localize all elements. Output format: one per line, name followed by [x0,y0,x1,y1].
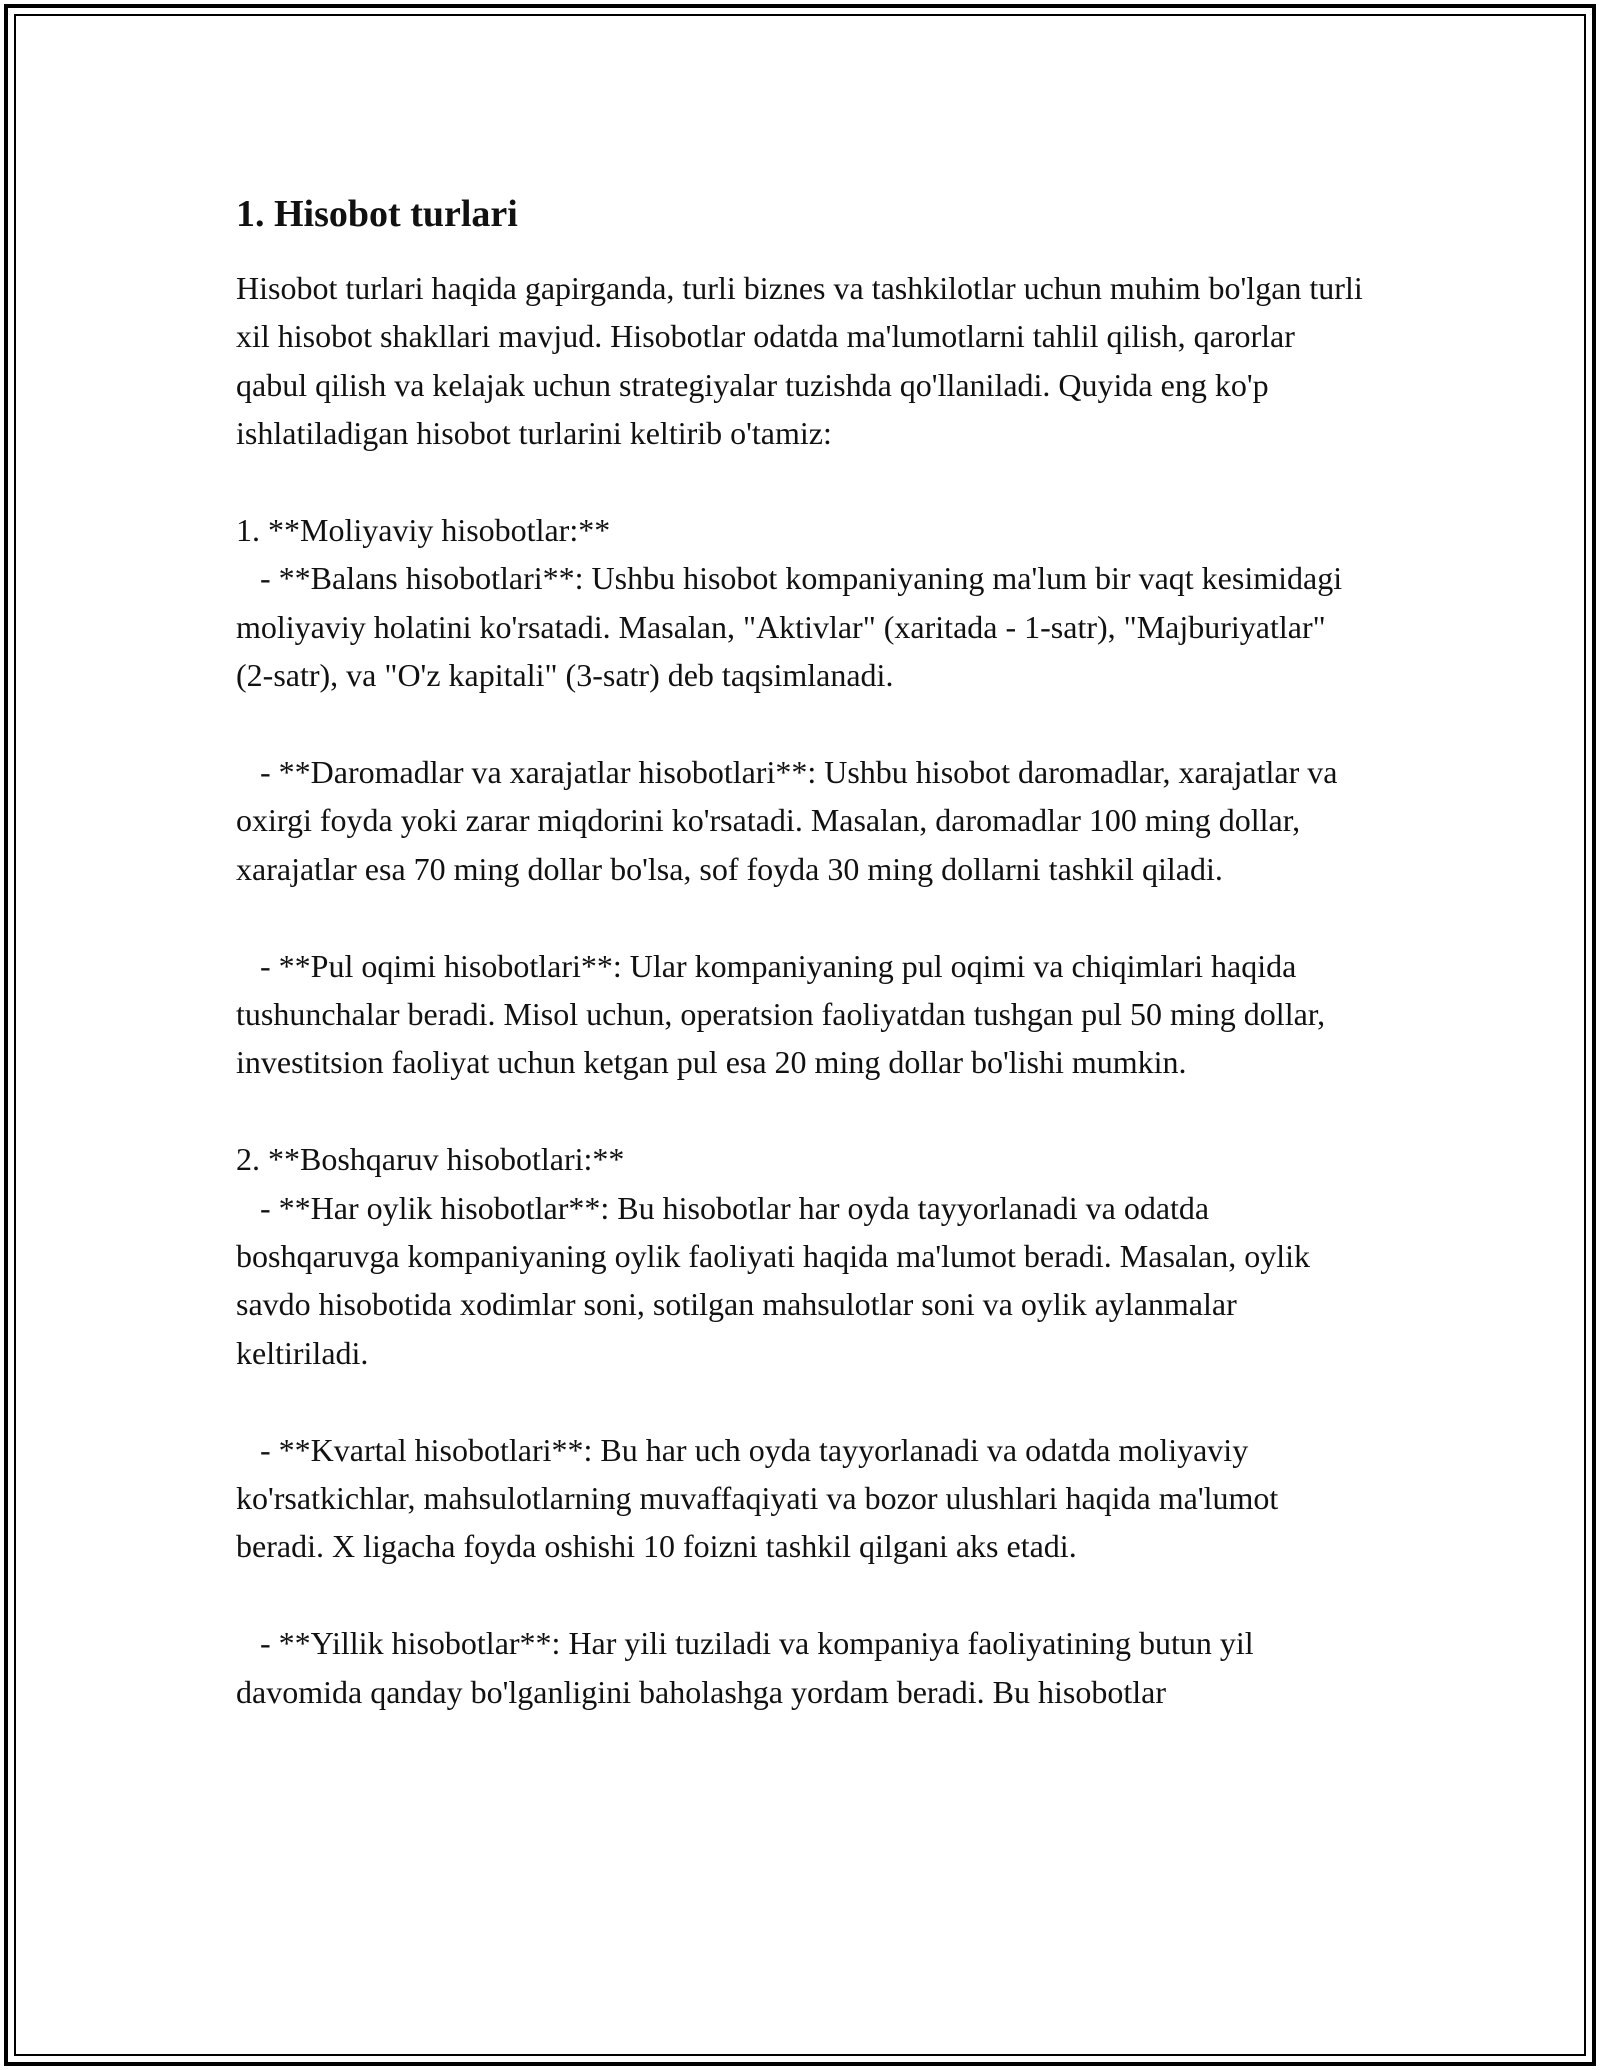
document-body [236,186,1371,1716]
blank-line [236,1571,1366,1619]
section-heading: 1. Hisobot turlari [236,193,518,235]
blank-line [236,700,1366,748]
monthly-reports-item: - **Har oylik hisobotlar**: Bu hisobotlar har oyda tayyorlanadi va odatda boshqaruvga kompaniyaning oylik faoliyati haqida ma'lumot beradi. Masalan, oylik savdo hisobotida xodimlar soni, sotilgan mahsulotlar soni va oylik aylanmalar keltiriladi. [236,1189,1318,1371]
blank-line [236,1087,1366,1135]
blank-line [236,893,1366,941]
blank-line [236,458,1366,506]
management-reports-title: 2. **Boshqaruv hisobotlari:** [236,1141,625,1178]
financial-reports-title: 1. **Moliyaviy hisobotlar:** [236,512,611,549]
annual-reports-item: - **Yillik hisobotlar**: Har yili tuziladi va kompaniya faoliyatining butun yil davomida qanday bo'lganligini baholashga yordam beradi. Bu hisobotlar [236,1625,1262,1710]
income-expense-reports-item: - **Daromadlar va xarajatlar hisobotlari**: Ushbu hisobot daromadlar, xarajatlar va oxirgi foyda yoki zarar miqdorini ko'rsatadi. Masalan, daromadlar 100 ming dollar, xarajatlar esa 70 ming dollar bo'lsa, sof foyda 30 ming dollarni tashkil qiladi. [236,754,1346,887]
balance-reports-item: - **Balans hisobotlari**: Ushbu hisobot kompaniyaning ma'lum bir vaqt kesimidagi moliyaviy holatini ko'rsatadi. Masalan, "Aktivlar" (xaritada - 1-satr), "Majburiyatlar" (2-satr), va "O'z kapitali" (3-satr) deb taqsimlanadi. [236,560,1351,694]
quarterly-reports-item: - **Kvartal hisobotlari**: Bu har uch oyda tayyorlanadi va odatda moliyaviy ko'rsatkichlar, mahsulotlarning muvaffaqiyati va bozor ulushlari haqida ma'lumot beradi. X ligacha foyda oshishi 10 foizni tashkil qilgani aks etadi. [236,1431,1287,1565]
blank-line [236,1377,1366,1425]
cash-flow-reports-item: - **Pul oqimi hisobotlari**: Ular kompaniyaning pul oqimi va chiqimlari haqida tushunchalar beradi. Misol uchun, operatsion faoliyatdan tushgan pul 50 ming dollar, investitsion faoliyat uchun ketgan pul esa 20 ming dollar bo'lishi mumkin. [236,947,1334,1081]
intro-paragraph: Hisobot turlari haqida gapirganda, turli biznes va tashkilotlar uchun muhim bo'lgan turli xil hisobot shakllari mavjud. Hisobotlar odatda ma'lumotlarni tahlil qilish, qarorlar qabul qilish va kelajak uchun strategiyalar tuzishda qo'llaniladi. Quyida eng ko'p ishlatiladigan hisobot turlarini keltirib o'tamiz: [236,270,1371,452]
